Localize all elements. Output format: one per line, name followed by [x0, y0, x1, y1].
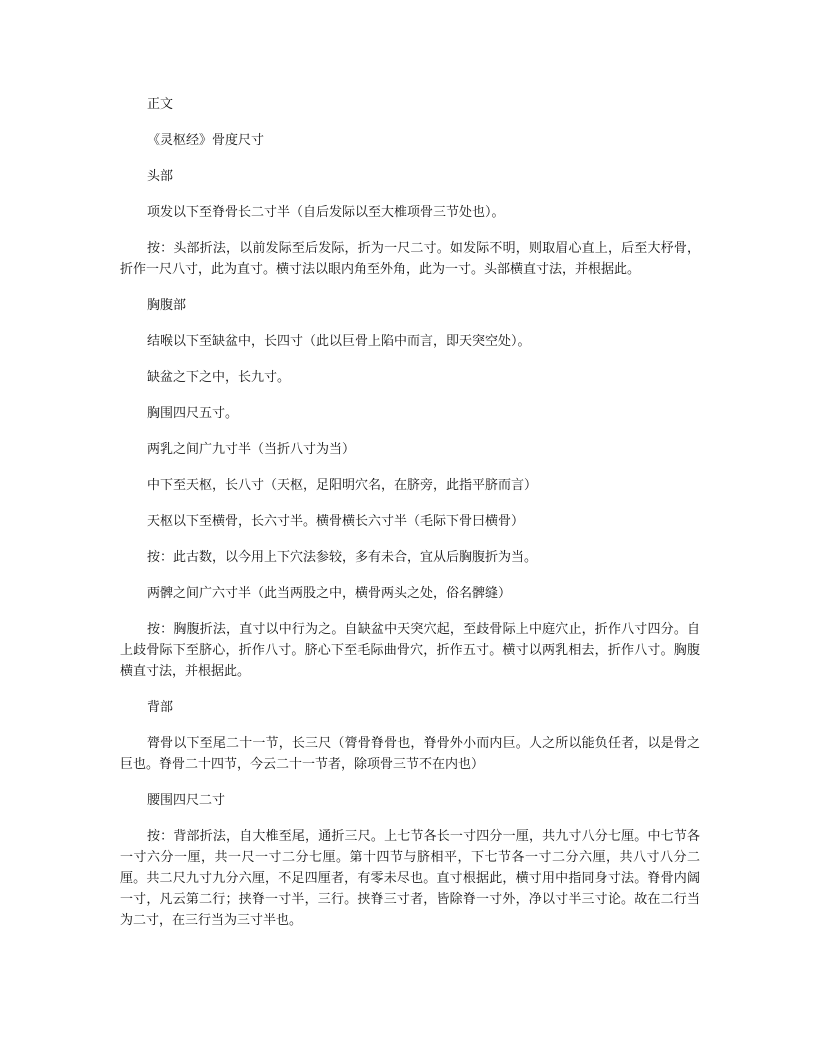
paragraph: 按：背部折法，自大椎至尾，通折三尺。上七节各长一寸四分一厘，共九寸八分七厘。中七节各一寸六分一厘，共一尺一寸二分七厘。第十四节与脐相平，下七节各一寸二分六厘，共八寸八分二厘。共二尺九寸九分六厘，不足四厘者，有零未尽也。直寸根据此，横寸用中指同身寸法。脊骨内阔一寸，凡云第二行；挟脊一寸半，三行。挟脊三寸者，皆除脊一寸外，净以寸半三寸论。故在二行当为二寸，在三行当为三寸半也。	[120, 829, 700, 928]
paragraph: 两髀之间广六寸半（此当两股之中，横骨两头之处，俗名髀缝）	[147, 586, 512, 601]
paragraph: 中下至天枢，长八寸（天枢，足阳明穴名，在脐旁，此指平脐而言）	[147, 478, 538, 493]
paragraph: 天枢以下至横骨，长六寸半。横骨横长六寸半（毛际下骨曰横骨）	[147, 514, 525, 529]
document-page	[120, 94, 700, 946]
section-title-main: 正文	[147, 97, 174, 112]
paragraph: 两乳之间广九寸半（当折八寸为当）	[147, 442, 356, 457]
section-title-book: 《灵枢经》骨度尺寸	[147, 133, 265, 148]
section-title-chest: 胸腹部	[147, 298, 187, 313]
paragraph: 按：头部折法，以前发际至后发际，折为一尺二寸。如发际不明，则取眉心直上，后至大杼骨，折作一尺八寸，此为直寸。横寸法以眼内角至外角，此为一寸。头部横直寸法，并根据此。	[120, 241, 700, 277]
paragraph: 缺盆之下之中，长九寸。	[147, 370, 291, 385]
section-title-waist: 腰围四尺二寸	[147, 793, 226, 808]
paragraph: 按：此古数，以今用上下穴法参较，多有未合，宜从后胸腹折为当。	[147, 550, 538, 565]
paragraph: 按：胸腹折法，直寸以中行为之。自缺盆中天突穴起，至歧骨际上中庭穴止，折作八寸四分。自上歧骨际下至脐心，折作八寸。脐心下至毛际曲骨穴，折作五寸。横寸以两乳相去，折作八寸。胸腹横直寸法，并根据此。	[120, 622, 700, 679]
paragraph: 项发以下至脊骨长二寸半（自后发际以至大椎项骨三节处也）。	[147, 205, 505, 220]
section-title-head: 头部	[147, 169, 174, 184]
paragraph: 膂骨以下至尾二十一节，长三尺（膂骨脊骨也，脊骨外小而内巨。人之所以能负任者，以是骨之巨也。脊骨二十四节，今云二十一节者，除项骨三节不在内也）	[120, 736, 700, 772]
paragraph: 结喉以下至缺盆中，长四寸（此以巨骨上陷中而言，即天突空处）。	[147, 334, 531, 349]
paragraph: 胸围四尺五寸。	[147, 406, 239, 421]
section-title-back: 背部	[147, 700, 174, 715]
